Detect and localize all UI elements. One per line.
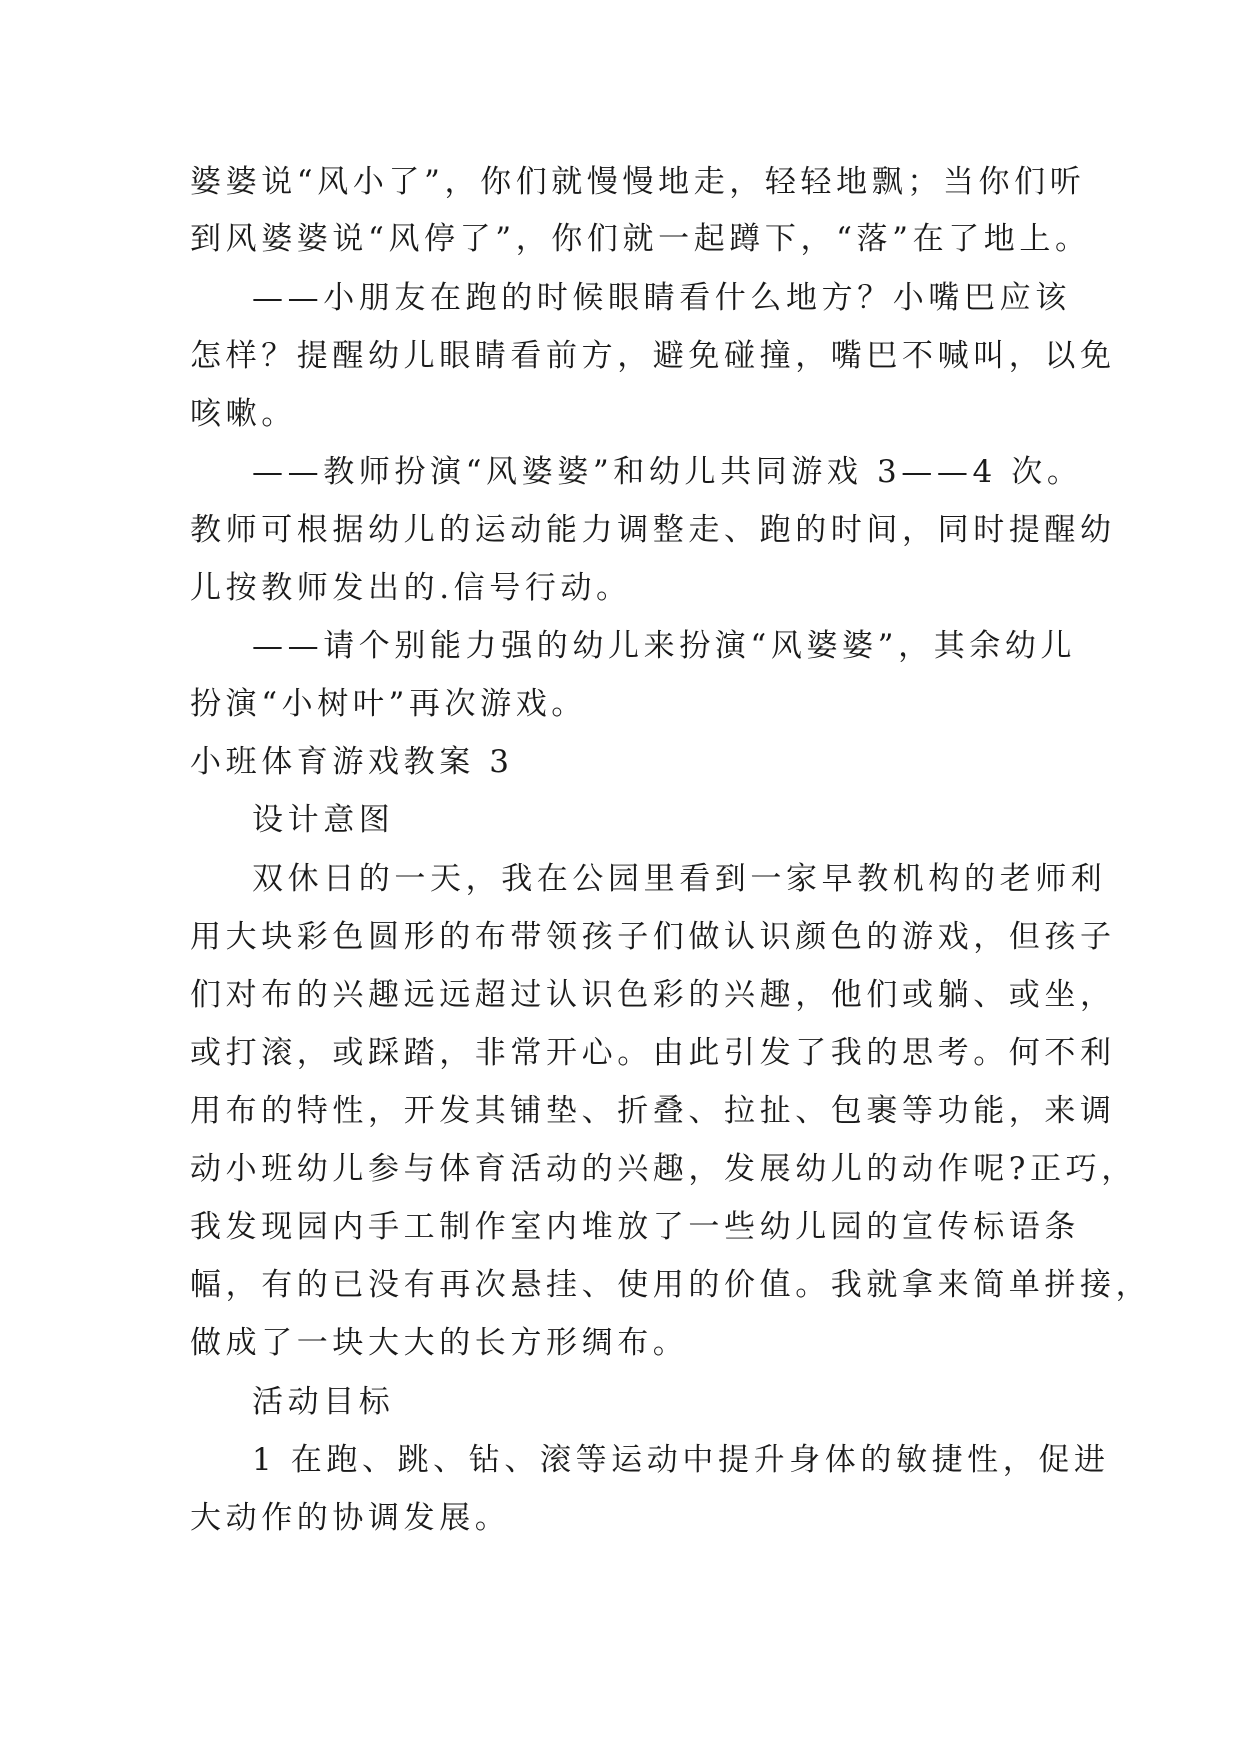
text-line: 咳嗽。 (190, 396, 297, 432)
text-line: 1 在跑、跳、钻、滚等运动中提升身体的敏捷性，促进 (252, 1442, 1110, 1478)
text-line: 们对布的兴趣远远超过认识色彩的兴趣，他们或躺、或坐， (190, 977, 1116, 1013)
text-line: 我发现园内手工制作室内堆放了一些幼儿园的宣传标语条 (190, 1209, 1080, 1245)
text-line: 到风婆婆说“风停了”，你们就一起蹲下，“落”在了地上。 (190, 221, 1091, 257)
text-line: 动小班幼儿参与体育活动的兴趣，发展幼儿的动作呢?正巧， (190, 1151, 1137, 1187)
text-line: 大动作的协调发展。 (190, 1500, 511, 1536)
text-line: 用布的特性，开发其铺垫、折叠、拉扯、包裹等功能，来调 (190, 1093, 1116, 1129)
text-line: 怎样？提醒幼儿眼睛看前方，避免碰撞，嘴巴不喊叫，以免 (190, 338, 1116, 374)
text-line: 婆婆说“风小了”，你们就慢慢地走，轻轻地飘；当你们听 (190, 164, 1086, 200)
text-line: 做成了一块大大的长方形绸布。 (190, 1325, 689, 1361)
text-line: 用大块彩色圆形的布带领孩子们做认识颜色的游戏，但孩子 (190, 919, 1116, 955)
subheading-design-intent: 设计意图 (252, 802, 395, 838)
text-line: 扮演“小树叶”再次游戏。 (190, 686, 587, 722)
text-line: 或打滚，或踩踏，非常开心。由此引发了我的思考。何不利 (190, 1035, 1116, 1071)
section-heading: 小班体育游戏教案 3 (190, 744, 514, 780)
text-line: 双休日的一天，我在公园里看到一家早教机构的老师利 (252, 861, 1107, 897)
text-line: 幅，有的已没有再次悬挂、使用的价值。我就拿来简单拼接， (190, 1267, 1152, 1303)
subheading-activity-goals: 活动目标 (252, 1384, 395, 1420)
text-line: 教师可根据幼儿的运动能力调整走、跑的时间，同时提醒幼 (190, 512, 1116, 548)
text-line: ——小朋友在跑的时候眼睛看什么地方？小嘴巴应该 (252, 280, 1071, 316)
text-line: 儿按教师发出的.信号行动。 (190, 570, 632, 606)
text-line: ——请个别能力强的幼儿来扮演“风婆婆”，其余幼儿 (252, 628, 1077, 664)
text-line: ——教师扮演“风婆婆”和幼儿共同游戏 3——4 次。 (252, 454, 1083, 490)
